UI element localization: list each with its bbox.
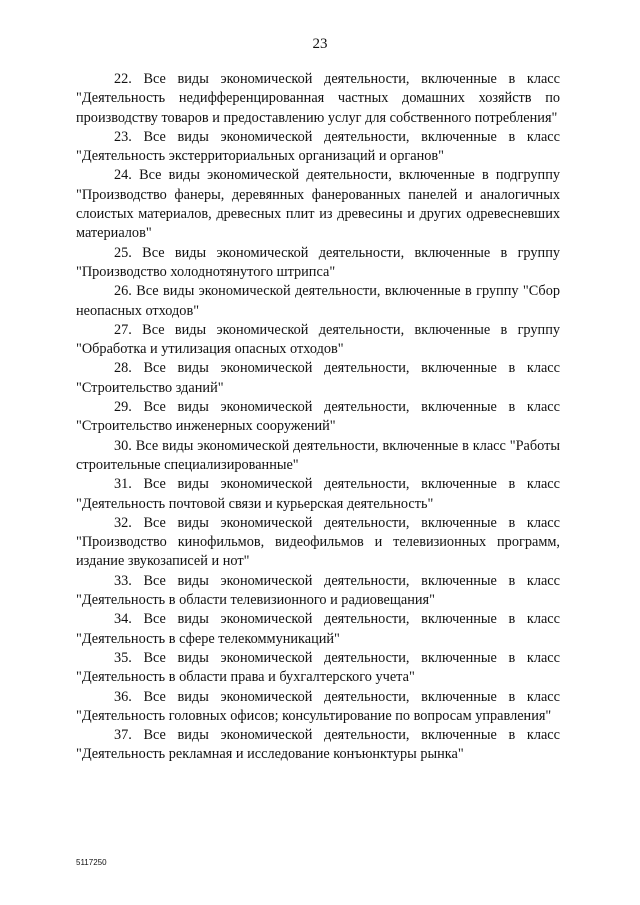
list-item: 25. Все виды экономической деятельности, включенные в группу "Производство холоднотянутого штрипса" [76,244,560,280]
list-item: 27. Все виды экономической деятельности, включенные в группу "Обработка и утилизация опасных отходов" [76,321,560,358]
list-item: 37. Все виды экономической деятельности, включенные в класс "Деятельность рекламная и исследование конъюнктуры рынка" [76,727,560,763]
list-item: 29. Все виды экономической деятельности, включенные в класс "Строительство инженерных сооружений" [76,399,560,435]
list-item: 22. Все виды экономической деятельности, включенные в класс "Деятельность недифференцированная частных домашних хозяйств по производству товаров и предоставлению услуг для собственного потребления" [76,71,560,126]
list-item: 35. Все виды экономической деятельности, включенные в класс "Деятельность в области права и бухгалтерского учета" [76,649,560,686]
list-item: 31. Все виды экономической деятельности, включенные в класс "Деятельность почтовой связи и курьерская деятельность" [76,476,560,512]
document-body [76,70,560,765]
list-item: 24. Все виды экономической деятельности, включенные в подгруппу "Производство фанеры, деревянных фанерованных панелей и аналогичных слоистых материалов, древесных плит из древесины и других одревесневших материалов" [76,167,560,242]
list-item: 32. Все виды экономической деятельности, включенные в класс "Производство кинофильмов, видеофильмов и телевизионных программ, издание звукозаписей и нот" [76,514,560,570]
list-item: 36. Все виды экономической деятельности, включенные в класс "Деятельность головных офисов; консультирование по вопросам управления" [76,688,560,724]
list-item: 28. Все виды экономической деятельности, включенные в класс "Строительство зданий" [76,360,560,396]
list-item: 34. Все виды экономической деятельности, включенные в класс "Деятельность в сфере телекоммуникаций" [76,611,560,647]
list-item: 30. Все виды экономической деятельности, включенные в класс "Работы строительные специализированные" [76,437,560,473]
list-item: 26. Все виды экономической деятельности, включенные в группу "Сбор неопасных отходов" [76,283,560,319]
document-code: 5117250 [76,858,107,867]
list-item: 23. Все виды экономической деятельности, включенные в класс "Деятельность экстерриториальных организаций и органов" [76,128,560,165]
list-item: 33. Все виды экономической деятельности, включенные в класс "Деятельность в области телевизионного и радиовещания" [76,572,560,609]
page-number: 23 [312,36,328,52]
